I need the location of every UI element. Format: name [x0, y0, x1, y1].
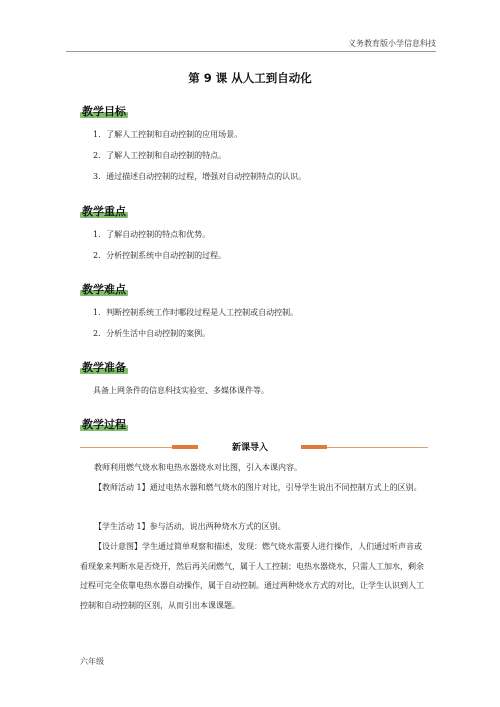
preparation-text: 具备上网条件的信息科技实验室、多媒体课件等。 [93, 386, 269, 395]
goal-item: 2．了解人工控制和自动控制的特点。 [93, 151, 227, 160]
section-heading-difficulties: 教学难点 [82, 283, 126, 296]
section-heading-goals: 教学目标 [82, 105, 126, 118]
goal-item: 1．了解人工控制和自动控制的应用场景。 [93, 130, 243, 139]
process-paragraph: 【学生活动 1】参与活动，说出两种烧水方式的区别。 [94, 522, 286, 531]
key-point-item: 2．分析控制系统中自动控制的过程。 [93, 251, 227, 260]
difficulty-item: 2．分析生活中自动控制的案例。 [93, 329, 211, 338]
process-paragraph: 教师利用燃气烧水和电热水器烧水对比图，引入本课内容。 [94, 463, 302, 472]
subheading-new-lesson: 新课导入 [231, 443, 268, 453]
section-heading-preparation: 教学准备 [82, 361, 126, 374]
key-point-item: 1．了解自动控制的特点和优势。 [93, 230, 211, 239]
process-paragraph: 【教师活动 1】通过电热水器和燃气烧水的图片对比，引导学生说出不同控制方式上的区别。 [94, 483, 422, 492]
process-paragraph: 【设计意图】学生通过简单观察和描述，发现：燃气烧水需要人进行操作，人们通过听声音或看现象来判断水是否烧开，然后再关闭燃气，属于人工控制；电热水器烧水，只需人工加水，剩余过程可完全依靠电热水器自动操作，属于自动控制。通过两种烧水方式的对比，让学生认识到人工控制和自动控制的区别，从而引出本课课题。 [80, 542, 424, 610]
running-header: 义务教育版小学信息科技 [348, 39, 436, 48]
section-heading-process: 教学过程 [82, 418, 126, 431]
footer-grade: 六年级 [80, 657, 104, 666]
divider-accent-right [301, 445, 327, 449]
lesson-title: 第 9 课 从人工到自动化 [188, 71, 312, 85]
subheading-divider [0, 440, 500, 454]
header-divider [66, 51, 436, 52]
divider-line-right [327, 447, 428, 448]
difficulty-item: 1．判断控制系统工作时哪段过程是人工控制或自动控制。 [93, 308, 299, 317]
section-heading-key-points: 教学重点 [82, 205, 126, 218]
goal-item: 3．通过描述自动控制的过程，增强对自动控制特点的认识。 [93, 172, 307, 181]
